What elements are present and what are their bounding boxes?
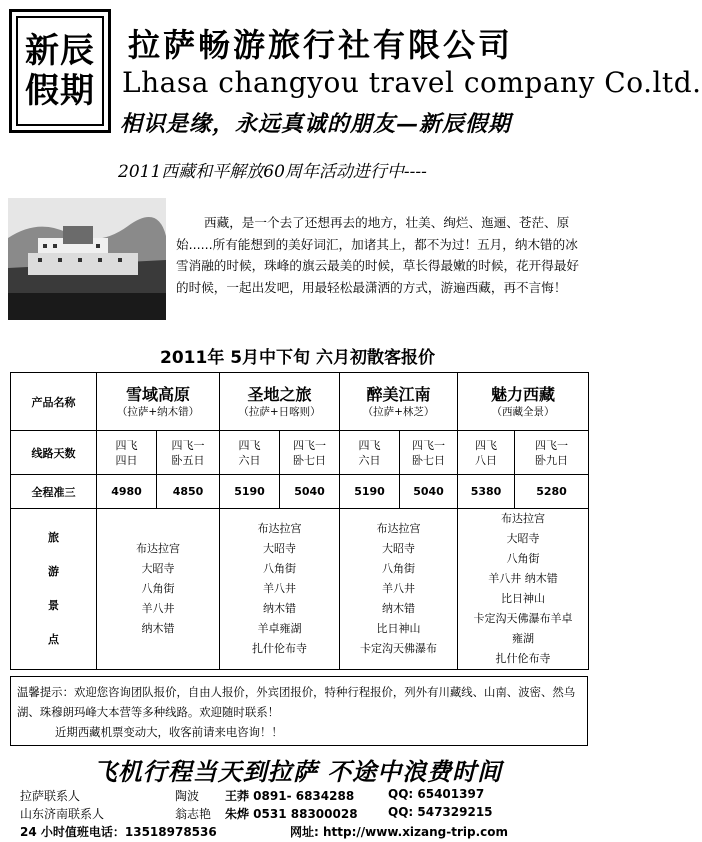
tip-line-1: 温馨提示：欢迎您咨询团队报价，自由人报价，外宾团报价，特种行程报价，列外有川藏线、山南、波密、然乌湖、珠穆朗玛峰大本营等多种线路。欢迎随时联系！ xyxy=(17,685,576,719)
contact-name: 翁志艳 xyxy=(175,807,212,821)
product-row xyxy=(11,373,589,431)
product-name: 圣地之旅 xyxy=(247,384,312,404)
price-value: 5190 xyxy=(340,475,400,509)
price-value: 5380 xyxy=(458,475,515,509)
day-option: 四飞 八日 xyxy=(458,431,515,475)
days-row xyxy=(11,431,589,475)
day-option: 四飞一 卧九日 xyxy=(515,431,589,475)
contacts xyxy=(20,787,590,841)
logo xyxy=(9,9,111,133)
product-cell-3 xyxy=(340,373,458,431)
hotline-row xyxy=(20,823,590,841)
contact-row xyxy=(20,787,590,805)
contact-qq: QQ: 547329215 xyxy=(388,805,493,819)
price-value: 5040 xyxy=(400,475,458,509)
price-value: 5280 xyxy=(515,475,589,509)
product-cell-1 xyxy=(97,373,220,431)
product-sub: （西藏全景） xyxy=(491,405,555,418)
day-option: 四飞一 卧五日 xyxy=(157,431,220,475)
days-label: 线路天数 xyxy=(11,431,97,475)
price-label: 全程准三 xyxy=(11,475,97,509)
product-sub: （拉萨+林芝） xyxy=(362,405,435,418)
contact-label: 拉萨联系人 xyxy=(20,789,81,803)
contact-name: 陶波 xyxy=(175,789,200,803)
price-value: 4850 xyxy=(157,475,220,509)
product-cell-4 xyxy=(458,373,589,431)
product-name: 醉美江南 xyxy=(366,384,431,404)
flight-slogan: 飞机行程当天到拉萨 不途中浪费时间 xyxy=(92,757,503,786)
product-label: 产品名称 xyxy=(11,373,97,431)
website-link[interactable]: 网址: http://www.xizang-trip.com xyxy=(290,825,509,839)
price-value: 5190 xyxy=(220,475,280,509)
intro-paragraph: 西藏，是一个去了还想再去的地方，壮美、绚烂、迤逦、苍茫、原始......所有能想到的美好词汇，加诸其上，都不为过！五月，纳木错的冰雪消融的时候，珠峰的旗云最美的时候，草长得最嫩的时候，花开得最好的时候，一起出发吧，用最轻松最潇洒的方式，游遍西藏，再不言悔！ xyxy=(176,215,579,295)
logo-line-2: 假期 xyxy=(25,71,95,111)
spots-list-3: 布达拉宫 大昭寺 八角街 羊八井 纳木错 比日神山 卡定沟天佛瀑布 xyxy=(340,509,458,670)
spots-list-2: 布达拉宫 大昭寺 八角街 羊八井 纳木错 羊卓雍湖 扎什伦布寺 xyxy=(220,509,340,670)
company-slogan: 相识是缘，永远真诚的朋友—新辰假期 xyxy=(120,111,512,137)
logo-inner xyxy=(16,16,104,126)
price-table xyxy=(10,372,589,670)
logo-line-1: 新辰 xyxy=(25,31,95,71)
potala-palace-photo xyxy=(8,198,166,320)
company-name-cn: 拉萨畅游旅行社有限公司 xyxy=(128,26,514,64)
contact-row xyxy=(20,805,590,823)
product-sub: （拉萨+纳木错） xyxy=(116,405,200,418)
price-value: 4980 xyxy=(97,475,157,509)
event-banner: 2011西藏和平解放60周年活动进行中---- xyxy=(118,162,427,182)
spots-row xyxy=(11,509,589,670)
spots-list-4: 布达拉宫 大昭寺 八角街 羊八井 纳木错 比日神山 卡定沟天佛瀑布羊卓 雍湖 扎什伦布寺 xyxy=(458,509,589,670)
tip-line-2: 近期西藏机票变动大，收客前请来电咨询！！ xyxy=(55,725,283,739)
hotline: 24 小时值班电话：13518978536 xyxy=(20,825,217,839)
price-value: 5040 xyxy=(280,475,340,509)
spots-label: 旅 游 景 点 xyxy=(11,509,97,670)
day-option: 四飞 四日 xyxy=(97,431,157,475)
product-name: 魅力西藏 xyxy=(491,384,556,404)
day-option: 四飞 六日 xyxy=(220,431,280,475)
product-name: 雪域高原 xyxy=(125,384,190,404)
day-option: 四飞 六日 xyxy=(340,431,400,475)
price-row xyxy=(11,475,589,509)
company-name-en: Lhasa changyou travel company Co.ltd. xyxy=(122,66,702,99)
product-cell-2 xyxy=(220,373,340,431)
price-title: 2011年 5月中下旬 六月初散客报价 xyxy=(160,348,435,368)
product-sub: （拉萨+日喀则） xyxy=(238,405,321,418)
day-option: 四飞一 卧七日 xyxy=(400,431,458,475)
spots-list-1: 布达拉宫 大昭寺 八角街 羊八井 纳木错 xyxy=(97,509,220,670)
contact-qq: QQ: 65401397 xyxy=(388,787,485,801)
day-option: 四飞一 卧七日 xyxy=(280,431,340,475)
contact-phone: 朱烨 0531 88300028 xyxy=(225,807,358,821)
tip-box xyxy=(10,676,588,746)
contact-label: 山东济南联系人 xyxy=(20,807,105,821)
contact-phone: 王莽 0891- 6834288 xyxy=(225,789,355,803)
